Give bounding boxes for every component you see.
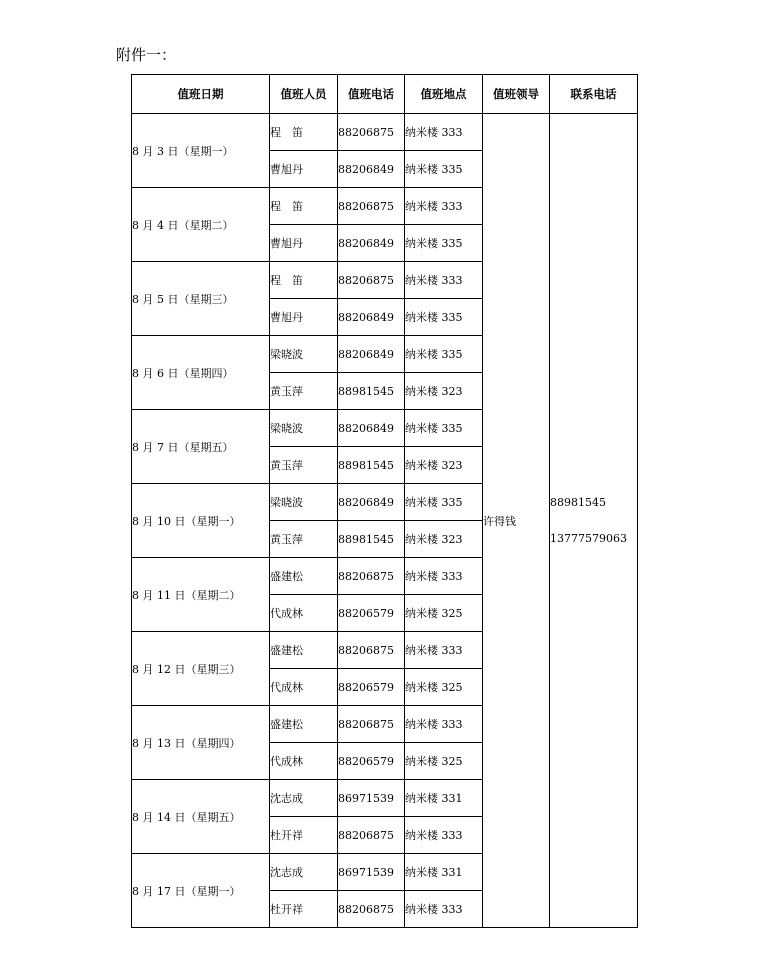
staff-name: 杜开祥 (270, 817, 338, 854)
staff-phone: 88981545 (338, 521, 405, 558)
staff-phone: 88206875 (338, 817, 405, 854)
duty-place: 纳米楼 333 (405, 891, 483, 928)
staff-phone: 88206875 (338, 632, 405, 669)
staff-name: 曹旭丹 (270, 225, 338, 262)
duty-place: 纳米楼 335 (405, 299, 483, 336)
duty-place: 纳米楼 325 (405, 595, 483, 632)
staff-name: 曹旭丹 (270, 151, 338, 188)
contact-phone: 13777579063 (550, 531, 627, 545)
staff-phone: 88206875 (338, 262, 405, 299)
staff-name: 程 笛 (270, 262, 338, 299)
duty-date: 8 月 5 日（星期三） (132, 262, 270, 336)
staff-name: 黄玉萍 (270, 373, 338, 410)
contact-phones (550, 114, 638, 928)
duty-date: 8 月 10 日（星期一） (132, 484, 270, 558)
staff-phone: 88206849 (338, 336, 405, 373)
header-contact: 联系电话 (550, 75, 638, 114)
duty-leader: 许得钱 (483, 114, 550, 928)
staff-name: 黄玉萍 (270, 521, 338, 558)
table-body (132, 114, 638, 928)
duty-date: 8 月 11 日（星期二） (132, 558, 270, 632)
duty-place: 纳米楼 335 (405, 225, 483, 262)
duty-place: 纳米楼 335 (405, 151, 483, 188)
staff-name: 程 笛 (270, 114, 338, 151)
staff-name: 代成林 (270, 743, 338, 780)
staff-name: 梁晓波 (270, 484, 338, 521)
duty-place: 纳米楼 333 (405, 188, 483, 225)
staff-phone: 88206849 (338, 299, 405, 336)
contact-phone: 88981545 (550, 495, 606, 509)
duty-date: 8 月 14 日（星期五） (132, 780, 270, 854)
header-leader: 值班领导 (483, 75, 550, 114)
staff-phone: 88206849 (338, 484, 405, 521)
attachment-title: 附件一： (116, 46, 177, 64)
duty-place: 纳米楼 333 (405, 262, 483, 299)
header-phone: 值班电话 (338, 75, 405, 114)
staff-phone: 88206849 (338, 151, 405, 188)
staff-phone: 88206579 (338, 743, 405, 780)
duty-place: 纳米楼 335 (405, 484, 483, 521)
duty-place: 纳米楼 323 (405, 373, 483, 410)
duty-place: 纳米楼 331 (405, 780, 483, 817)
duty-place: 纳米楼 333 (405, 817, 483, 854)
table-row (132, 114, 638, 151)
staff-phone: 88206849 (338, 225, 405, 262)
duty-place: 纳米楼 335 (405, 410, 483, 447)
duty-date: 8 月 12 日（星期三） (132, 632, 270, 706)
duty-place: 纳米楼 333 (405, 706, 483, 743)
duty-date: 8 月 7 日（星期五） (132, 410, 270, 484)
staff-phone: 88206579 (338, 595, 405, 632)
staff-phone: 88206849 (338, 410, 405, 447)
staff-phone: 88206875 (338, 558, 405, 595)
duty-place: 纳米楼 333 (405, 632, 483, 669)
staff-phone: 88206875 (338, 188, 405, 225)
staff-phone: 88981545 (338, 447, 405, 484)
staff-phone: 86971539 (338, 854, 405, 891)
staff-name: 梁晓波 (270, 336, 338, 373)
duty-place: 纳米楼 323 (405, 521, 483, 558)
duty-place: 纳米楼 323 (405, 447, 483, 484)
staff-phone: 88206875 (338, 891, 405, 928)
header-date: 值班日期 (132, 75, 270, 114)
header-place: 值班地点 (405, 75, 483, 114)
duty-place: 纳米楼 325 (405, 669, 483, 706)
staff-name: 代成林 (270, 669, 338, 706)
duty-date: 8 月 17 日（星期一） (132, 854, 270, 928)
duty-place: 纳米楼 333 (405, 114, 483, 151)
staff-name: 程 笛 (270, 188, 338, 225)
staff-phone: 88206875 (338, 706, 405, 743)
staff-name: 盛建松 (270, 706, 338, 743)
staff-phone: 88206875 (338, 114, 405, 151)
staff-name: 黄玉萍 (270, 447, 338, 484)
duty-place: 纳米楼 331 (405, 854, 483, 891)
staff-phone: 88206579 (338, 669, 405, 706)
staff-name: 代成林 (270, 595, 338, 632)
header-staff: 值班人员 (270, 75, 338, 114)
staff-phone: 86971539 (338, 780, 405, 817)
duty-place: 纳米楼 335 (405, 336, 483, 373)
staff-name: 沈志成 (270, 854, 338, 891)
header-row (132, 75, 638, 114)
staff-name: 盛建松 (270, 558, 338, 595)
staff-phone: 88981545 (338, 373, 405, 410)
duty-schedule-table (131, 74, 638, 928)
staff-name: 沈志成 (270, 780, 338, 817)
staff-name: 杜开祥 (270, 891, 338, 928)
duty-place: 纳米楼 325 (405, 743, 483, 780)
staff-name: 梁晓波 (270, 410, 338, 447)
duty-date: 8 月 3 日（星期一） (132, 114, 270, 188)
duty-date: 8 月 6 日（星期四） (132, 336, 270, 410)
duty-place: 纳米楼 333 (405, 558, 483, 595)
duty-date: 8 月 4 日（星期二） (132, 188, 270, 262)
duty-date: 8 月 13 日（星期四） (132, 706, 270, 780)
staff-name: 盛建松 (270, 632, 338, 669)
staff-name: 曹旭丹 (270, 299, 338, 336)
